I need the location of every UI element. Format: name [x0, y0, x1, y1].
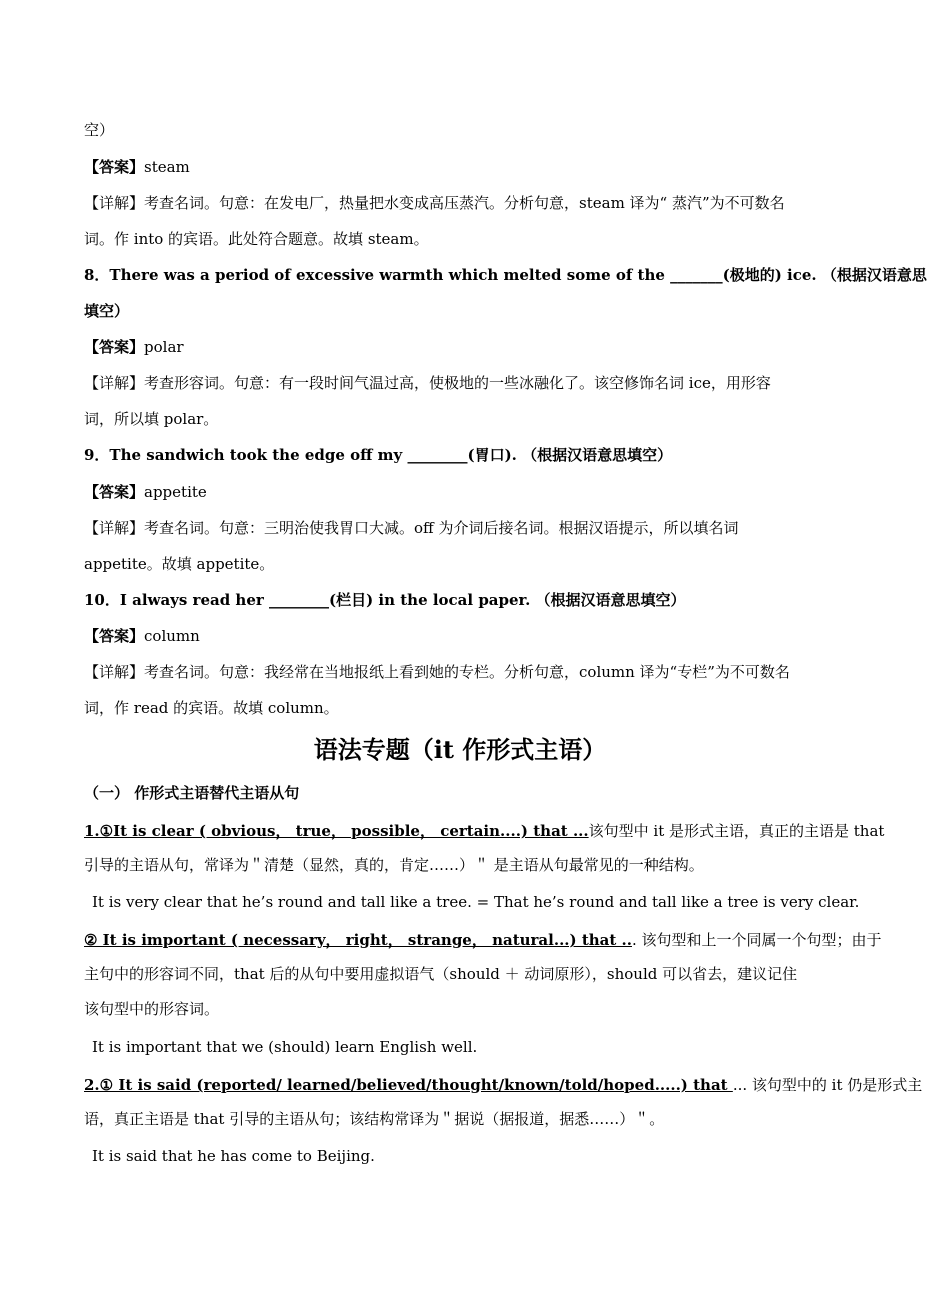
answer-text: appetite — [144, 483, 207, 501]
answer-line — [84, 337, 838, 357]
answer-line — [84, 482, 838, 502]
question-9: 9．The sandwich took the edge off my ________(胃口). （根据汉语意思填空） — [84, 446, 673, 464]
answer-line — [84, 157, 838, 177]
answer-line — [84, 626, 838, 646]
pattern-desc: 该句型中 it 是形式主语，真正的主语是 that — [588, 822, 885, 840]
pattern-1 — [84, 821, 885, 841]
explanation-line — [84, 193, 838, 213]
explanation-text: 考查名词。句意：在发电厂，热量把水变成高压蒸汽。分析句意，steam 译为“ 蒸汽”为不可数名 — [144, 194, 785, 212]
pattern-3 — [84, 1075, 923, 1095]
answer-tag: 【答案】 — [84, 483, 145, 501]
text-line: 引导的主语从句，常译为＂清楚（显然，真的，肯定……）＂ 是主语从句最常见的一种结构。 — [84, 856, 704, 874]
explanation-line — [84, 662, 838, 682]
text-line: 词，作 read 的宾语。故填 column。 — [84, 699, 339, 717]
text-line: 词。作 into 的宾语。此处符合题意。故填 steam。 — [84, 230, 429, 248]
explanation-text: 考查名词。句意：三明治使我胃口大减。off 为介词后接名词。根据汉语提示，所以填名词 — [144, 519, 739, 537]
pattern-desc: . 该句型和上一个同属一个句型；由于 — [631, 931, 882, 949]
answer-tag: 【答案】 — [84, 627, 145, 645]
explanation-tag: 【详解】 — [84, 374, 145, 392]
subsection-heading: （一） 作形式主语替代主语从句 — [84, 784, 300, 802]
explanation-line — [84, 518, 838, 538]
explanation-text: 考查名词。句意：我经常在当地报纸上看到她的专栏。分析句意，column 译为“专栏”为不可数名 — [144, 663, 790, 681]
text-line: 空） — [84, 121, 115, 139]
answer-text: column — [144, 627, 200, 645]
explanation-text: 考查形容词。句意：有一段时间气温过高，使极地的一些冰融化了。该空修饰名词 ice，用形容 — [144, 374, 771, 392]
section-title: 语法专题（it 作形式主语） — [313, 735, 607, 764]
example-sentence: It is important that we (should) learn English well. — [92, 1038, 478, 1056]
explanation-tag: 【详解】 — [84, 519, 145, 537]
question-8-cont: 填空） — [84, 302, 130, 320]
example-sentence: It is very clear that he’s round and tall like a tree. = That he’s round and tall like a tree is very clear. — [92, 893, 860, 911]
pattern-head: 2.① It is said (reported/ learned/believed/thought/known/told/hoped.....) that — [84, 1076, 733, 1094]
pattern-desc: ... 该句型中的 it 仍是形式主 — [732, 1076, 923, 1094]
question-10: 10．I always read her ________(栏目) in the local paper. （根据汉语意思填空） — [84, 591, 686, 609]
answer-tag: 【答案】 — [84, 338, 145, 356]
answer-text: polar — [144, 338, 184, 356]
answer-tag: 【答案】 — [84, 158, 145, 176]
answer-text: steam — [144, 158, 190, 176]
explanation-tag: 【详解】 — [84, 663, 145, 681]
pattern-head: ② It is important ( necessary， right， strange， natural...) that .. — [84, 931, 632, 949]
text-line: 语，真正主语是 that 引导的主语从句；该结构常译为＂据说（据报道，据悉……）＂。 — [84, 1110, 665, 1128]
pattern-2 — [84, 930, 882, 950]
text-line: 该句型中的形容词。 — [84, 1000, 220, 1018]
question-8: 8．There was a period of excessive warmth which melted some of the _______(极地的) ice. （根据汉语意思 — [84, 266, 927, 284]
explanation-line — [84, 373, 838, 393]
example-sentence: It is said that he has come to Beijing. — [92, 1147, 375, 1165]
text-line: 词，所以填 polar。 — [84, 410, 219, 428]
pattern-head: 1.①It is clear ( obvious， true， possible， certain....) that ... — [84, 822, 589, 840]
explanation-tag: 【详解】 — [84, 194, 145, 212]
text-line: appetite。故填 appetite。 — [84, 555, 275, 573]
text-line: 主句中的形容词不同，that 后的从句中要用虚拟语气（should ＋ 动词原形），should 可以省去，建议记住 — [84, 965, 798, 983]
